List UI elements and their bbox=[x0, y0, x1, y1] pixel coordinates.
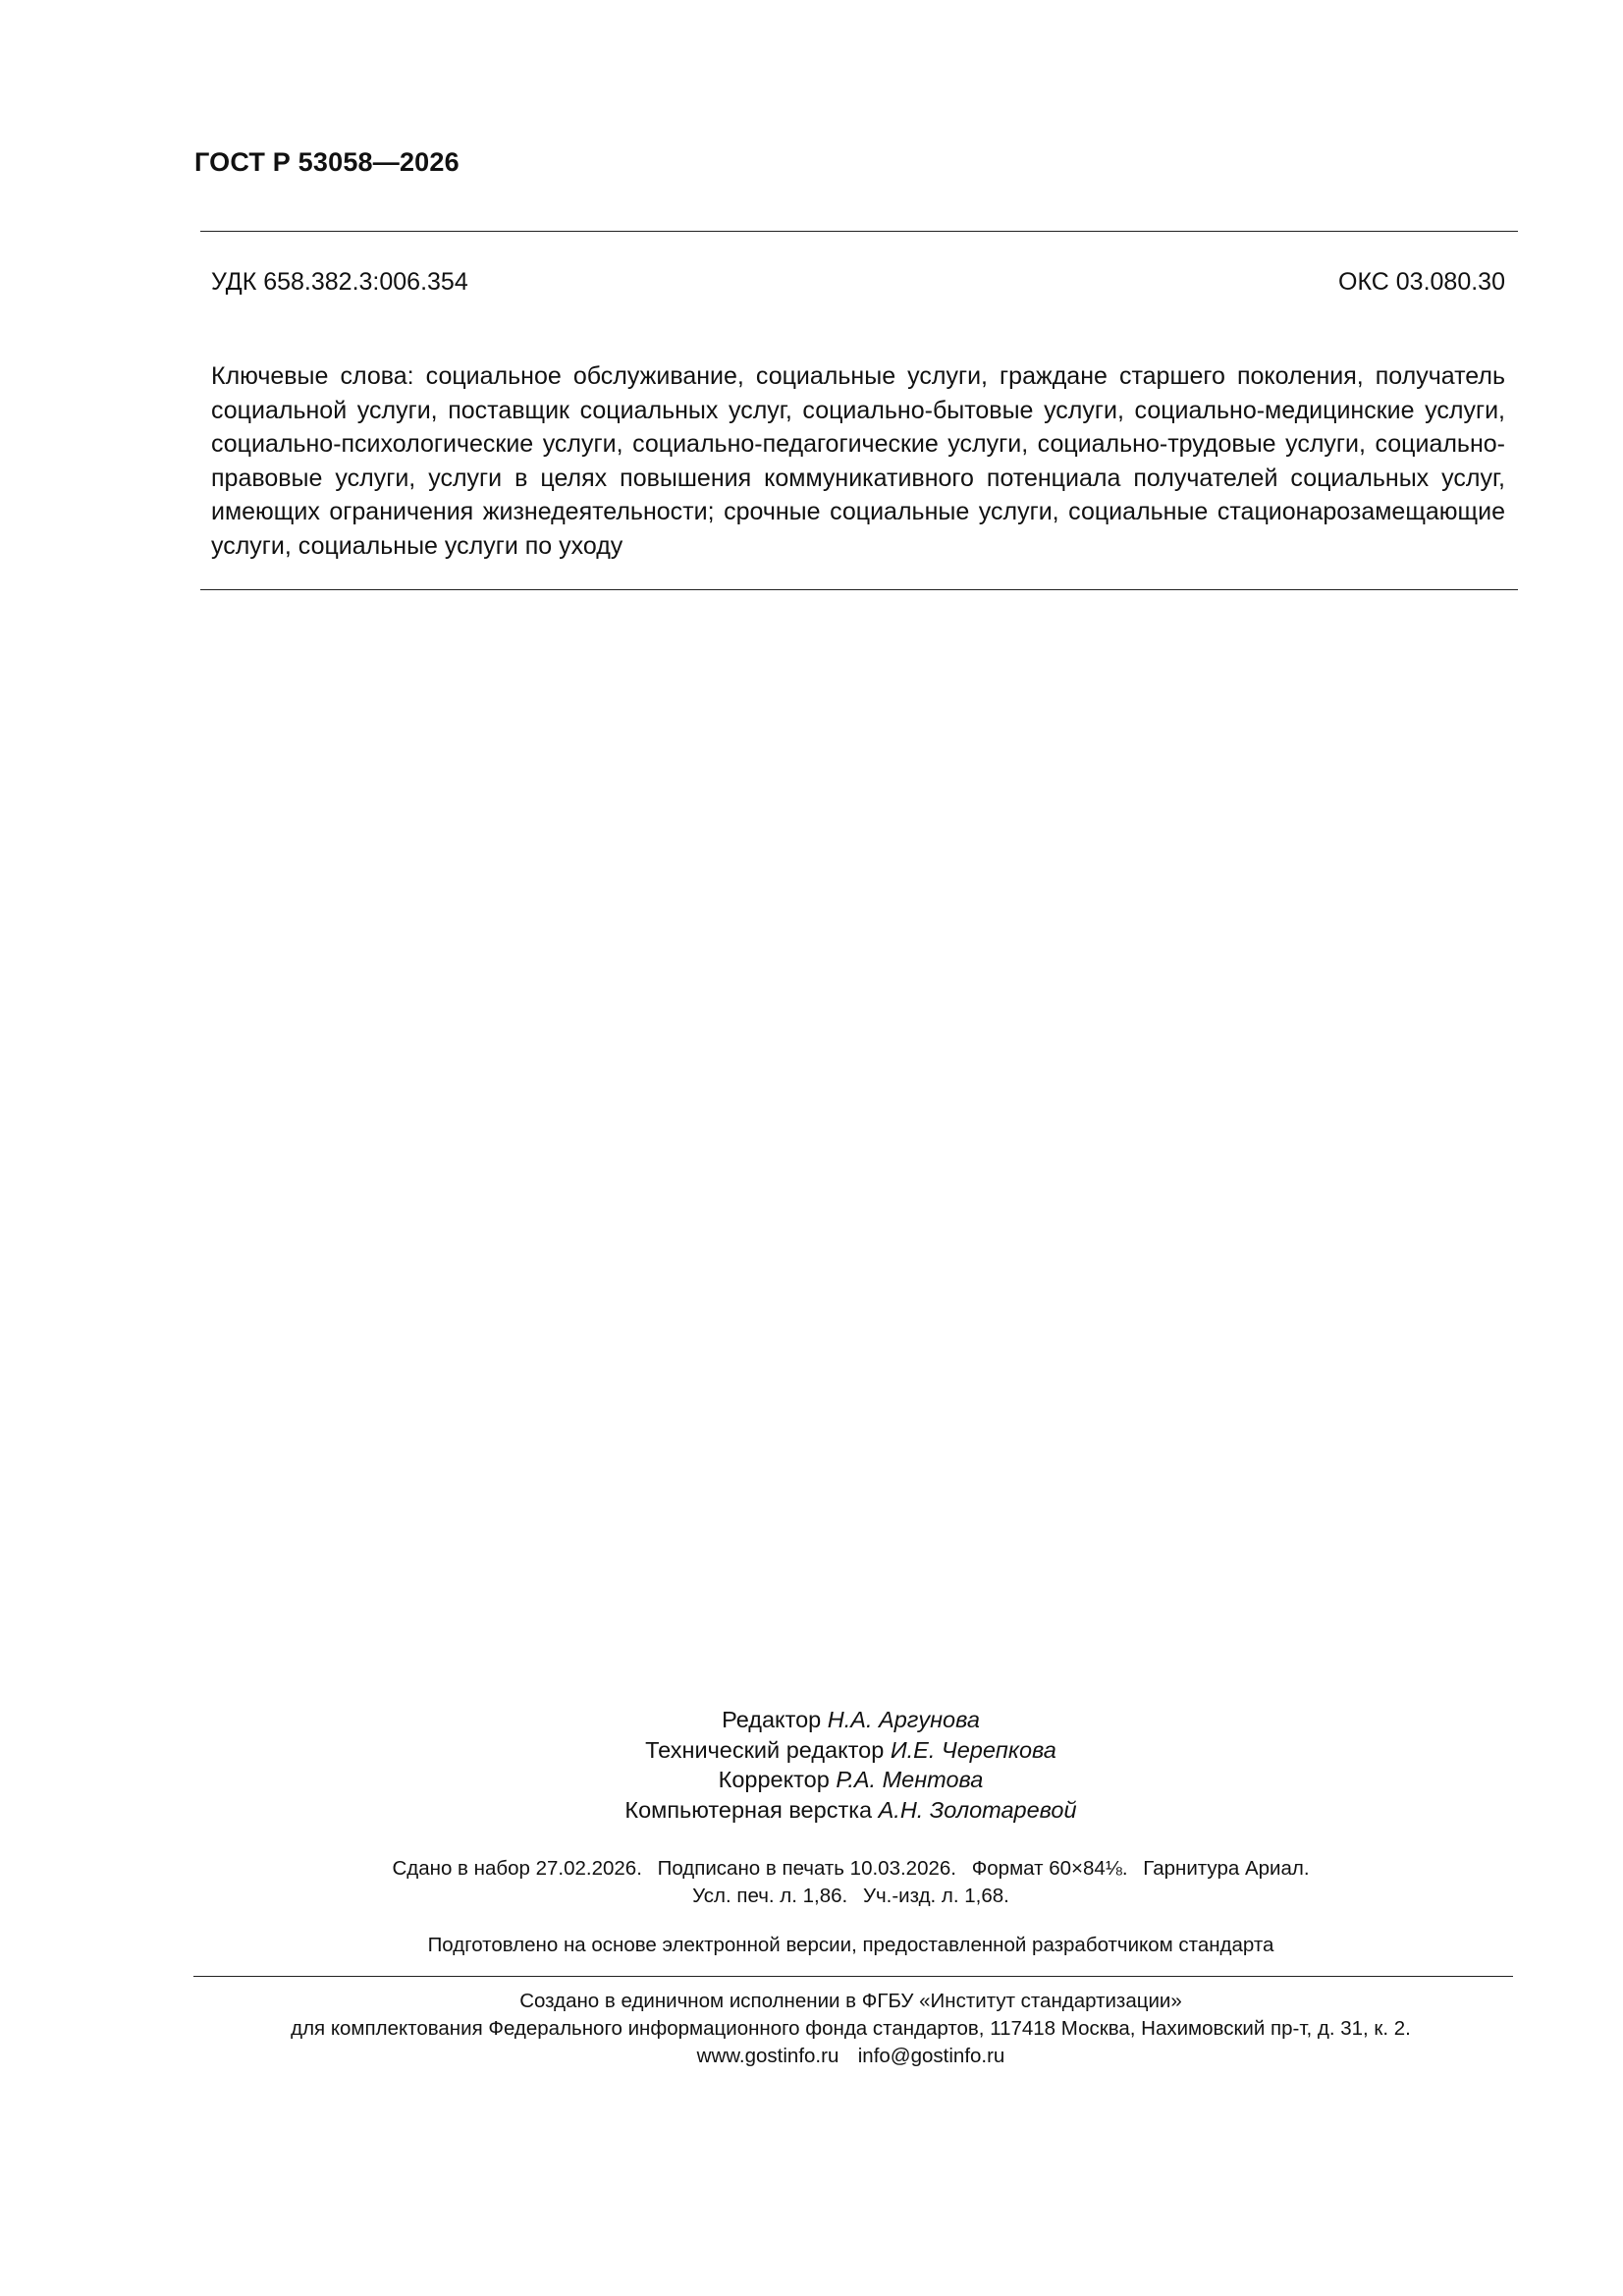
credits-block bbox=[0, 1705, 1623, 1825]
credit-name: Р.А. Ментова bbox=[836, 1767, 984, 1792]
publisher-line-2: для комплектования Федерального информационного фонда стандартов, 117418 Москва, Нахимовский пр-т, д. 31, к. 2. bbox=[291, 2017, 1411, 2040]
publisher-contacts bbox=[0, 2043, 1623, 2070]
credit-technical-editor bbox=[0, 1735, 1623, 1766]
typeface: Гарнитура Ариал. bbox=[1143, 1857, 1310, 1880]
credit-editor bbox=[0, 1705, 1623, 1735]
email-link[interactable]: info@gostinfo.ru bbox=[857, 2045, 1005, 2067]
credit-layout bbox=[0, 1795, 1623, 1826]
submitted-date: Сдано в набор 27.02.2026. bbox=[392, 1857, 642, 1880]
publisher-line-1: Создано в единичном исполнении в ФГБУ «Институт стандартизации» bbox=[519, 1990, 1182, 2012]
website-link[interactable]: www.gostinfo.ru bbox=[696, 2045, 839, 2067]
print-info-block bbox=[0, 1855, 1623, 1910]
paper-format: Формат 60×84⅛. bbox=[971, 1857, 1128, 1880]
credit-name: И.Е. Черепкова bbox=[890, 1736, 1056, 1763]
credit-name: А.Н. Золотаревой bbox=[878, 1796, 1077, 1823]
top-divider bbox=[200, 231, 1518, 232]
print-info-line-1 bbox=[0, 1855, 1623, 1883]
bottom-divider bbox=[193, 1976, 1513, 1977]
prepared-note: Подготовлено на основе электронной версии, предоставленной разработчиком стандарта bbox=[427, 1934, 1274, 1956]
printed-sheets: Усл. печ. л. 1,86. bbox=[692, 1885, 848, 1907]
keywords-divider bbox=[200, 589, 1518, 590]
document-code: ГОСТ Р 53058—2026 bbox=[194, 147, 460, 177]
udk-code: УДК 658.382.3:006.354 bbox=[211, 268, 468, 296]
signed-date: Подписано в печать 10.03.2026. bbox=[657, 1857, 956, 1880]
publisher-block bbox=[0, 1988, 1623, 2070]
credit-name: Н.А. Аргунова bbox=[827, 1707, 980, 1732]
publishing-sheets: Уч.-изд. л. 1,68. bbox=[862, 1885, 1009, 1907]
credit-role: Технический редактор bbox=[645, 1736, 885, 1763]
credit-role: Корректор bbox=[718, 1767, 830, 1792]
keywords-paragraph: Ключевые слова: социальное обслуживание, социальные услуги, граждане старшего поколения, получатель социальной услуги, поставщик социальных услуг, социально-бытовые услуги, социально-медицинские услуги, социально-психологические услуги, социально-педагогические услуги, социально-трудовые услуги, социально-правовые услуги, услуги в целях повышения коммуникативного потенциала получателей социальных услуг, имеющих ограничения жизнедеятельности; срочные социальные услуги, социальные стационарозамещающие услуги, социальные услуги по уходу bbox=[211, 362, 1505, 560]
oks-code: ОКС 03.080.30 bbox=[1338, 268, 1505, 296]
credit-role: Редактор bbox=[722, 1707, 822, 1732]
print-info-line-2 bbox=[0, 1883, 1623, 1910]
credit-proofreader bbox=[0, 1765, 1623, 1795]
credit-role: Компьютерная верстка bbox=[624, 1796, 873, 1823]
